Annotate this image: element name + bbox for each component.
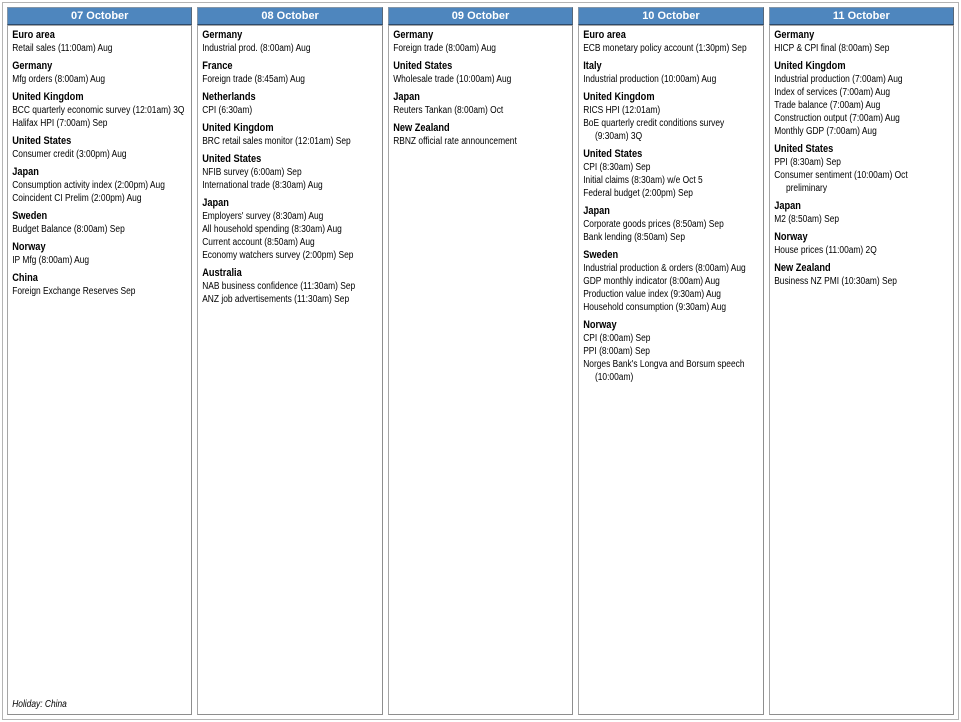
country-groups [774, 27, 949, 288]
event-item: Production value index (9:30am) Aug [583, 289, 722, 300]
country-name: New Zealand [393, 122, 450, 134]
event-item: Index of services (7:00am) Aug [773, 87, 890, 98]
event-item: Monthly GDP (7:00am) Aug [773, 126, 877, 137]
event-item: CPI (8:00am) Sep [583, 333, 651, 344]
country-group [774, 143, 949, 195]
day-header: 10 October [578, 7, 763, 25]
country-name: Germany [393, 29, 434, 41]
country-name: Norway [583, 319, 617, 331]
country-name: Germany [12, 60, 53, 72]
day-column [197, 7, 382, 715]
event-item: CPI (6:30am) [202, 105, 253, 116]
event-item: Consumer sentiment (10:00am) Oct preliminary [773, 170, 908, 194]
country-group [583, 91, 758, 143]
country-name: Netherlands [202, 91, 257, 103]
country-name: United States [583, 148, 643, 160]
country-group [583, 60, 758, 86]
country-name: Japan [202, 197, 230, 209]
event-item: Corporate goods prices (8:50am) Sep [583, 219, 724, 230]
country-group [774, 29, 949, 55]
country-group [583, 205, 758, 244]
event-item: NAB business confidence (11:30am) Sep [202, 281, 356, 292]
day-header: 11 October [769, 7, 954, 25]
country-group [203, 197, 378, 262]
day-body-content [770, 26, 953, 714]
event-item: Foreign trade (8:45am) Aug [202, 74, 306, 85]
day-body [578, 25, 763, 715]
day-body [7, 25, 192, 715]
event-item: Foreign trade (8:00am) Aug [393, 43, 496, 54]
event-item: ECB monetary policy account (1:30pm) Sep [583, 43, 747, 54]
event-item: ANZ job advertisements (11:30am) Sep [202, 294, 350, 305]
country-group [393, 91, 568, 117]
country-group [12, 166, 187, 205]
country-name: Euro area [583, 29, 627, 41]
country-name: United Kingdom [583, 91, 655, 103]
economic-calendar [7, 7, 954, 715]
day-header: 09 October [388, 7, 573, 25]
country-name: Australia [202, 267, 243, 279]
country-name: Norway [12, 241, 46, 253]
country-group [12, 29, 187, 55]
country-name: United States [773, 143, 833, 155]
event-item: BRC retail sales monitor (12:01am) Sep [202, 136, 352, 147]
day-body [388, 25, 573, 715]
event-item: RICS HPI (12:01am) [583, 105, 661, 116]
event-item: RBNZ official rate announcement [393, 136, 517, 147]
holiday-note: Holiday: China [12, 699, 67, 710]
country-name: Japan [773, 200, 801, 212]
country-groups [203, 27, 378, 306]
country-group [774, 60, 949, 138]
day-column [769, 7, 954, 715]
country-group [203, 122, 378, 148]
country-group [203, 29, 378, 55]
event-item: M2 (8:50am) Sep [773, 214, 839, 225]
day-body-content [8, 26, 191, 714]
event-item: Initial claims (8:30am) w/e Oct 5 [583, 175, 703, 186]
day-body-content [389, 26, 572, 714]
country-group [203, 153, 378, 192]
country-groups [583, 27, 758, 384]
country-name: Germany [202, 29, 243, 41]
country-group [12, 135, 187, 161]
country-group [583, 29, 758, 55]
event-item: Business NZ PMI (10:30am) Sep [773, 276, 897, 287]
event-item: GDP monthly indicator (8:00am) Aug [583, 276, 721, 287]
event-item: Employers' survey (8:30am) Aug [202, 211, 324, 222]
country-group [393, 29, 568, 55]
event-item: PPI (8:30am) Sep [773, 157, 841, 168]
country-group [12, 60, 187, 86]
event-item: Industrial production & orders (8:00am) Aug [583, 263, 746, 274]
event-item: Wholesale trade (10:00am) Aug [393, 74, 512, 85]
event-item: BCC quarterly economic survey (12:01am) 3Q [12, 105, 185, 116]
day-column [388, 7, 573, 715]
event-item: CPI (8:30am) Sep [583, 162, 651, 173]
event-item: Industrial production (10:00am) Aug [583, 74, 717, 85]
country-group [12, 210, 187, 236]
country-name: Euro area [12, 29, 55, 41]
country-name: United Kingdom [12, 91, 84, 103]
country-group [583, 249, 758, 314]
event-item: Construction output (7:00am) Aug [773, 113, 900, 124]
day-header: 07 October [7, 7, 192, 25]
event-item: Mfg orders (8:00am) Aug [12, 74, 106, 85]
country-name: France [202, 60, 233, 72]
event-item: Coincident CI Prelim (2:00pm) Aug [12, 193, 142, 204]
country-name: Italy [583, 60, 602, 72]
event-item: Current account (8:50am) Aug [202, 237, 316, 248]
country-name: United Kingdom [202, 122, 274, 134]
event-item: PPI (8:00am) Sep [583, 346, 651, 357]
country-group [12, 272, 187, 298]
country-group [774, 262, 949, 288]
country-group [774, 231, 949, 257]
day-body [197, 25, 382, 715]
day-body [769, 25, 954, 715]
event-item: Retail sales (11:00am) Aug [12, 43, 113, 54]
event-item: Halifax HPI (7:00am) Sep [12, 118, 108, 129]
day-body-content [579, 26, 762, 714]
event-item: IP Mfg (8:00am) Aug [12, 255, 90, 266]
event-item: Reuters Tankan (8:00am) Oct [393, 105, 504, 116]
country-name: Japan [393, 91, 420, 103]
country-group [12, 91, 187, 130]
event-item: All household spending (8:30am) Aug [202, 224, 343, 235]
country-name: Sweden [583, 249, 619, 261]
event-item: Economy watchers survey (2:00pm) Sep [202, 250, 354, 261]
event-item: Consumer credit (3:00pm) Aug [12, 149, 127, 160]
event-item: Bank lending (8:50am) Sep [583, 232, 686, 243]
country-group [203, 267, 378, 306]
country-groups [393, 27, 568, 148]
country-group [12, 241, 187, 267]
country-name: Norway [773, 231, 808, 243]
event-item: Industrial production (7:00am) Aug [773, 74, 903, 85]
country-name: New Zealand [773, 262, 831, 274]
day-header: 08 October [197, 7, 382, 25]
country-name: United States [202, 153, 262, 165]
country-name: Japan [12, 166, 39, 178]
event-item: HICP & CPI final (8:00am) Sep [773, 43, 889, 54]
event-item: Budget Balance (8:00am) Sep [12, 224, 125, 235]
calendar-frame [2, 2, 959, 720]
event-item: Foreign Exchange Reserves Sep [12, 286, 136, 297]
country-name: Japan [583, 205, 611, 217]
day-column [578, 7, 763, 715]
country-groups [12, 27, 187, 298]
event-item: Federal budget (2:00pm) Sep [583, 188, 694, 199]
country-name: Sweden [12, 210, 48, 222]
country-group [203, 60, 378, 86]
event-item: Consumption activity index (2:00pm) Aug [12, 180, 165, 191]
country-group [583, 148, 758, 200]
event-item: House prices (11:00am) 2Q [773, 245, 877, 256]
country-name: Germany [773, 29, 814, 41]
day-column [7, 7, 192, 715]
event-item: Household consumption (9:30am) Aug [583, 302, 727, 313]
country-name: United States [393, 60, 453, 72]
event-item: Trade balance (7:00am) Aug [773, 100, 880, 111]
country-group [203, 91, 378, 117]
country-group [583, 319, 758, 384]
country-group [774, 200, 949, 226]
day-body-content [198, 26, 381, 714]
event-item: Industrial prod. (8:00am) Aug [202, 43, 311, 54]
country-name: United Kingdom [773, 60, 846, 72]
event-item: NFIB survey (6:00am) Sep [202, 167, 303, 178]
country-group [393, 122, 568, 148]
event-item: BoE quarterly credit conditions survey (9:30am) 3Q [583, 118, 725, 142]
country-name: China [12, 272, 38, 284]
event-item: International trade (8:30am) Aug [202, 180, 324, 191]
event-item: Norges Bank's Longva and Borsum speech (10:00am) [583, 359, 745, 383]
country-name: United States [12, 135, 72, 147]
country-group [393, 60, 568, 86]
